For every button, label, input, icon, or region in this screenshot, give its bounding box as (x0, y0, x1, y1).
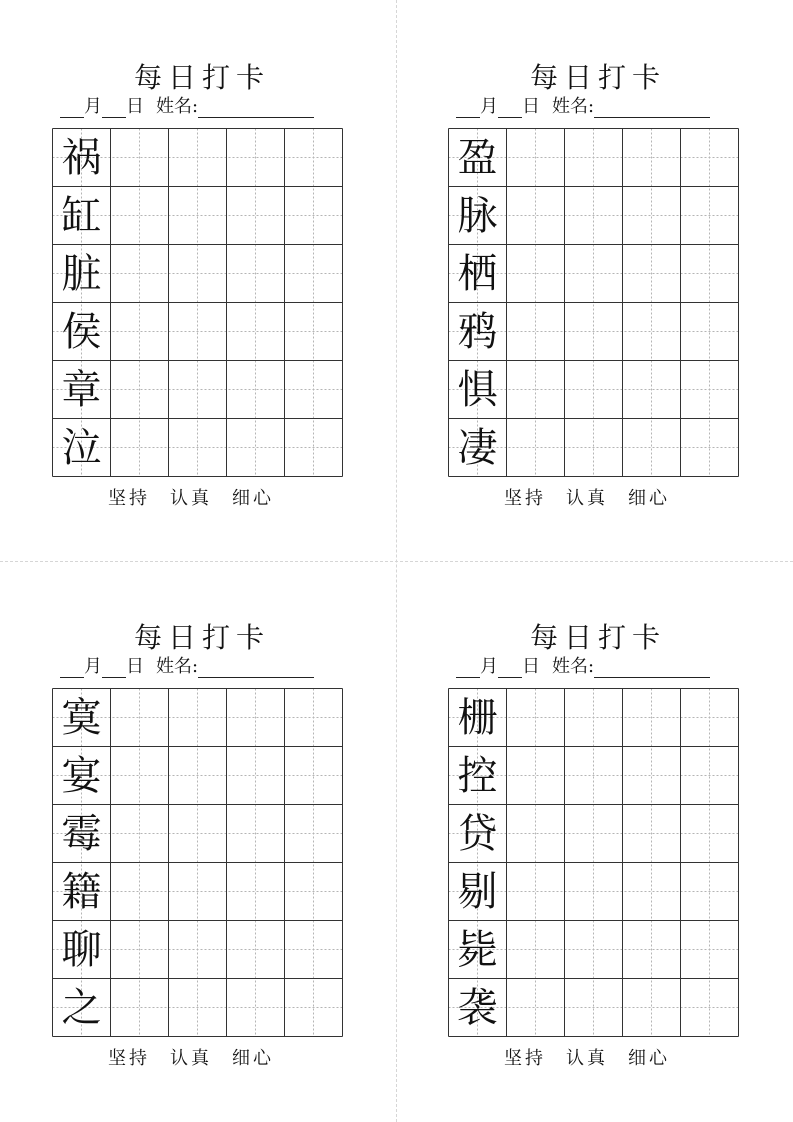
model-char: 贷 (457, 810, 498, 857)
model-char: 脏 (61, 250, 102, 297)
practice-grid (52, 128, 344, 478)
model-char: 剔 (457, 868, 498, 915)
card-footer (108, 488, 274, 510)
footer-word: 坚持 (108, 1048, 150, 1069)
day-label: 日 (522, 656, 540, 677)
month-label: 月 (480, 96, 498, 117)
horizontal-cut-line (0, 561, 793, 562)
model-char: 侯 (61, 308, 102, 355)
day-label: 日 (126, 96, 144, 117)
model-char: 栖 (457, 250, 498, 297)
card-title: 每日打卡 (133, 61, 270, 94)
name-label: 姓名: (156, 656, 199, 677)
model-char: 之 (61, 984, 102, 1031)
day-blank[interactable] (102, 99, 126, 118)
month-label: 月 (480, 656, 498, 677)
model-char: 霉 (61, 810, 102, 857)
date-name-line (60, 656, 314, 678)
checkin-card-1 (52, 60, 352, 540)
footer-word: 认真 (566, 1048, 608, 1069)
model-char: 籍 (61, 868, 102, 915)
practice-grid (448, 128, 740, 478)
name-blank[interactable] (198, 99, 314, 118)
name-label: 姓名: (552, 656, 595, 677)
checkin-card-4 (448, 620, 748, 1100)
model-char: 栅 (457, 694, 498, 741)
card-footer (504, 488, 670, 510)
name-blank[interactable] (198, 659, 314, 678)
footer-word: 坚持 (108, 488, 150, 509)
day-label: 日 (522, 96, 540, 117)
model-char: 盈 (457, 134, 498, 181)
practice-grid (448, 688, 740, 1038)
model-char: 袭 (457, 984, 498, 1031)
footer-word: 细心 (628, 488, 670, 509)
month-blank[interactable] (60, 659, 84, 678)
model-char: 毙 (457, 926, 498, 973)
model-char: 聊 (61, 926, 102, 973)
model-char: 缸 (61, 192, 102, 239)
footer-word: 认真 (170, 488, 212, 509)
date-name-line (456, 656, 710, 678)
name-blank[interactable] (594, 659, 710, 678)
checkin-card-2 (448, 60, 748, 540)
month-blank[interactable] (456, 659, 480, 678)
footer-word: 认真 (566, 488, 608, 509)
month-label: 月 (84, 656, 102, 677)
model-char: 脉 (457, 192, 498, 239)
model-char: 章 (61, 366, 102, 413)
card-footer (108, 1048, 274, 1070)
model-char: 凄 (457, 424, 498, 471)
model-char: 控 (457, 752, 498, 799)
practice-grid (52, 688, 344, 1038)
card-title: 每日打卡 (529, 61, 666, 94)
day-blank[interactable] (498, 99, 522, 118)
month-label: 月 (84, 96, 102, 117)
date-name-line (60, 96, 314, 118)
name-label: 姓名: (156, 96, 199, 117)
date-name-line (456, 96, 710, 118)
day-label: 日 (126, 656, 144, 677)
model-char: 泣 (61, 424, 102, 471)
checkin-card-3 (52, 620, 352, 1100)
card-title: 每日打卡 (133, 621, 270, 654)
card-title: 每日打卡 (529, 621, 666, 654)
footer-word: 认真 (170, 1048, 212, 1069)
footer-word: 细心 (628, 1048, 670, 1069)
name-label: 姓名: (552, 96, 595, 117)
footer-word: 细心 (232, 1048, 274, 1069)
card-footer (504, 1048, 670, 1070)
footer-word: 细心 (232, 488, 274, 509)
footer-word: 坚持 (504, 488, 546, 509)
model-char: 祸 (61, 134, 102, 181)
day-blank[interactable] (498, 659, 522, 678)
month-blank[interactable] (456, 99, 480, 118)
model-char: 寞 (61, 694, 102, 741)
model-char: 惧 (457, 366, 498, 413)
name-blank[interactable] (594, 99, 710, 118)
day-blank[interactable] (102, 659, 126, 678)
footer-word: 坚持 (504, 1048, 546, 1069)
model-char: 宴 (61, 752, 102, 799)
month-blank[interactable] (60, 99, 84, 118)
model-char: 鸦 (457, 308, 498, 355)
